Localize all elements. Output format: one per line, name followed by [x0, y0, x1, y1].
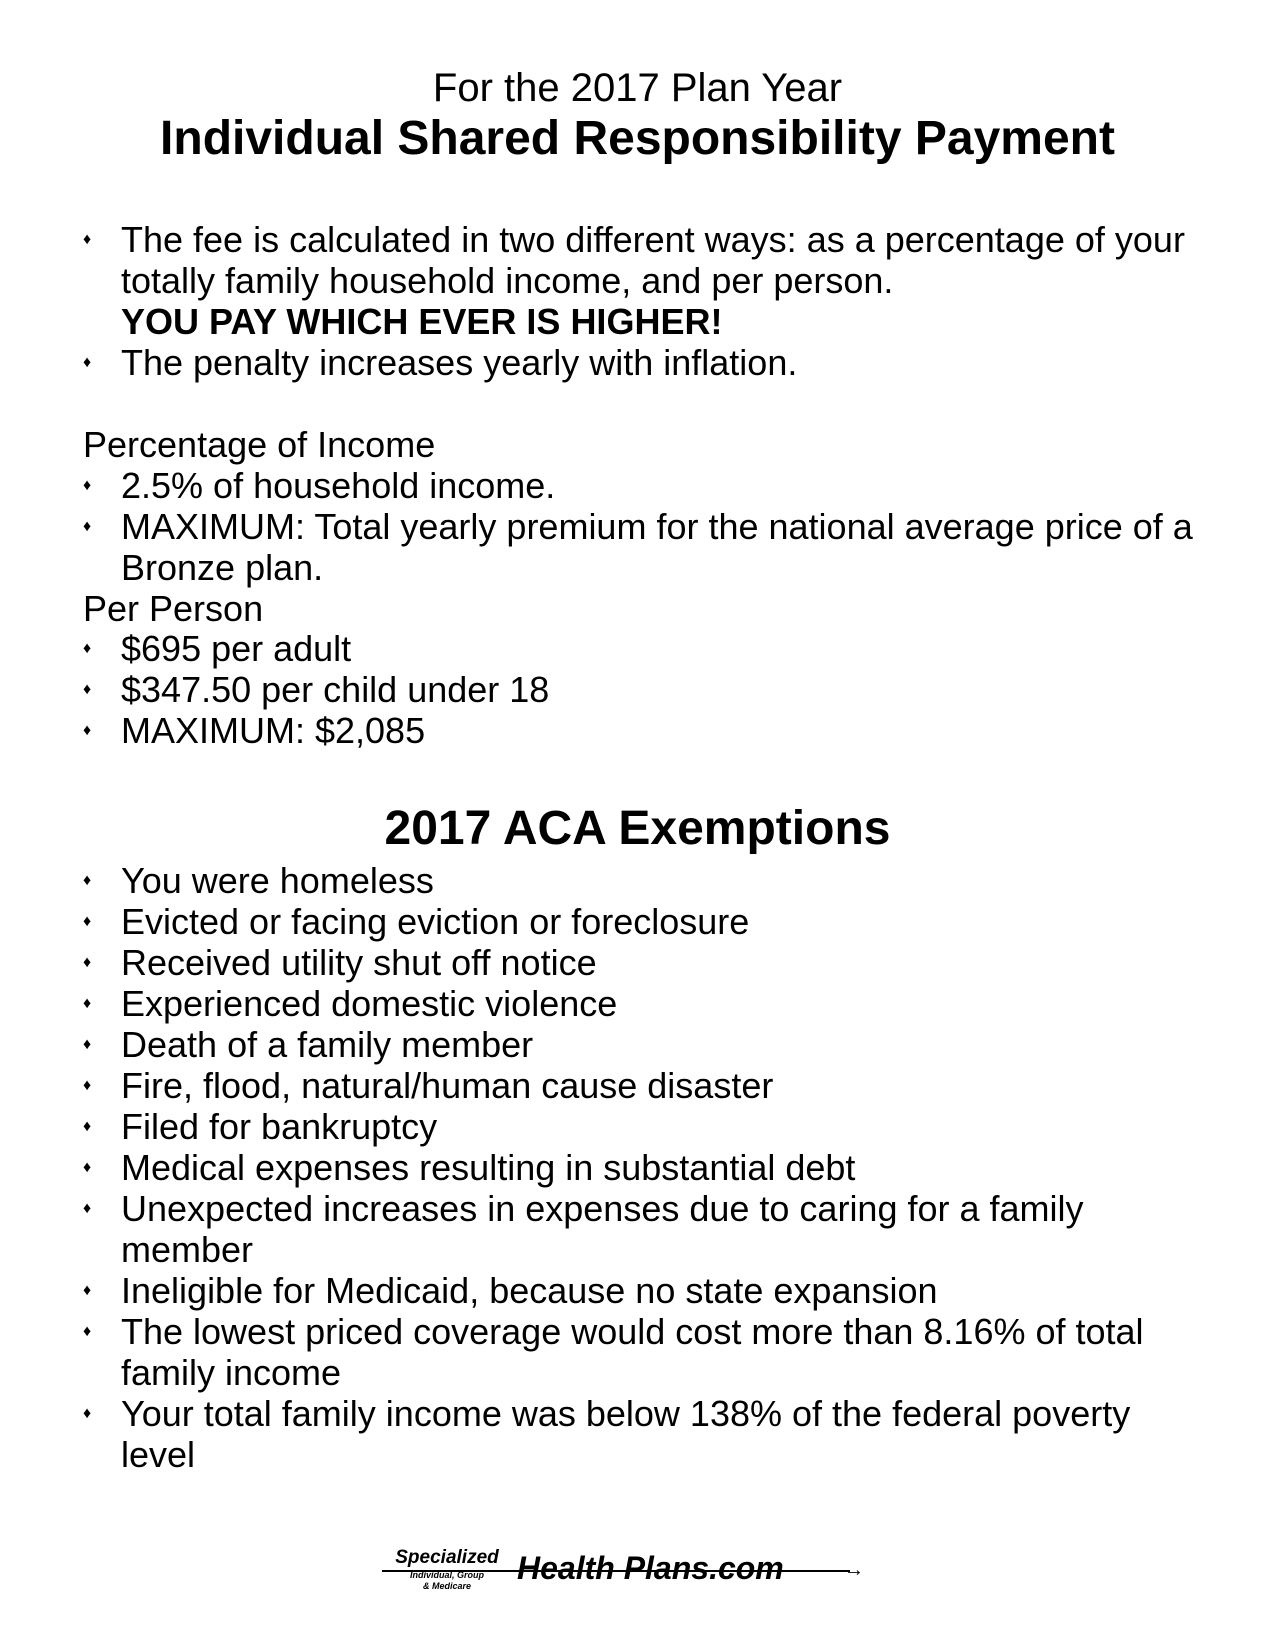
list-item	[83, 1065, 1193, 1106]
diamond-bullet-icon: ♦	[83, 1323, 92, 1340]
list-item	[83, 983, 1193, 1024]
diamond-bullet-icon: ♦	[83, 1118, 92, 1135]
percentage-heading: Percentage of Income	[83, 424, 436, 465]
item-text: Received utility shut off notice	[121, 942, 597, 983]
item-text: MAXIMUM: $2,085	[121, 710, 426, 751]
item-text: 2.5% of household income.	[121, 465, 556, 506]
intro-list	[83, 219, 1193, 383]
item-text: Medical expenses resulting in substantial debt	[121, 1147, 856, 1188]
diamond-bullet-icon: ♦	[83, 1159, 92, 1176]
plan-year-subtitle: For the 2017 Plan Year	[432, 66, 843, 110]
diamond-bullet-icon: ♦	[83, 681, 92, 698]
diamond-bullet-icon: ♦	[83, 1200, 92, 1217]
list-item	[83, 465, 1193, 506]
diamond-bullet-icon: ♦	[83, 477, 92, 494]
item-text: Fire, flood, natural/human cause disaster	[121, 1065, 774, 1106]
item-text: Ineligible for Medicaid, because no state expansion	[121, 1270, 938, 1311]
diamond-bullet-icon: ♦	[83, 1405, 92, 1422]
diamond-bullet-icon: ♦	[83, 1282, 92, 1299]
diamond-bullet-icon: ♦	[83, 913, 92, 930]
diamond-bullet-icon: ♦	[83, 231, 92, 248]
item-text: Your total family income was below 138% of the federal poverty level	[121, 1393, 1131, 1475]
emphasis-text: YOU PAY WHICH EVER IS HIGHER!	[121, 301, 723, 342]
diamond-bullet-icon: ♦	[83, 995, 92, 1012]
logo-main-text: Health Plans.com	[517, 1550, 784, 1586]
item-text: Filed for bankruptcy	[121, 1106, 438, 1147]
item-text: The lowest priced coverage would cost more than 8.16% of total family income	[121, 1311, 1144, 1393]
diamond-bullet-icon: ♦	[83, 1036, 92, 1053]
list-item	[83, 710, 1193, 751]
list-item	[83, 1188, 1193, 1270]
list-item	[83, 342, 1193, 383]
list-item	[83, 1393, 1193, 1475]
item-text: $695 per adult	[121, 628, 352, 669]
list-item	[83, 1311, 1193, 1393]
list-item	[83, 506, 1193, 588]
item-text: Experienced domestic violence	[121, 983, 618, 1024]
diamond-bullet-icon: ♦	[83, 518, 92, 535]
item-text: The penalty increases yearly with inflation.	[121, 342, 798, 383]
diamond-bullet-icon: ♦	[83, 1077, 92, 1094]
per-person-list	[83, 628, 1193, 751]
list-item	[83, 860, 1193, 901]
percentage-list	[83, 465, 1193, 588]
list-item	[83, 942, 1193, 983]
per-person-heading: Per Person	[83, 588, 264, 629]
list-item	[83, 1024, 1193, 1065]
diamond-bullet-icon: ♦	[83, 872, 92, 889]
item-text: $347.50 per child under 18	[121, 669, 550, 710]
item-text: You were homeless	[121, 860, 434, 901]
logo-tagline-line-2: & Medicare	[422, 1581, 472, 1591]
list-item	[83, 628, 1193, 669]
list-item	[83, 669, 1193, 710]
exemptions-title: 2017 ACA Exemptions	[384, 802, 891, 855]
item-text: Unexpected increases in expenses due to caring for a family member	[121, 1188, 1084, 1270]
item-text: The fee is calculated in two different ways: as a percentage of your totally family household income, and per person.	[121, 219, 1185, 301]
diamond-bullet-icon: ♦	[83, 722, 92, 739]
list-item	[83, 219, 1193, 342]
arrow-right-icon: →	[844, 1559, 864, 1581]
exemptions-list	[83, 860, 1193, 1475]
diamond-bullet-icon: ♦	[83, 954, 92, 971]
diamond-bullet-icon: ♦	[83, 640, 92, 657]
logo-specialized-text: Specialized	[395, 1547, 499, 1568]
logo-tagline-line-1: Individual, Group	[410, 1570, 484, 1580]
list-item	[83, 901, 1193, 942]
logo-left-block	[382, 1546, 512, 1616]
item-text: MAXIMUM: Total yearly premium for the national average price of a Bronze plan.	[121, 506, 1193, 588]
list-item	[83, 1270, 1193, 1311]
page-title: Individual Shared Responsibility Payment	[160, 112, 1115, 165]
company-logo	[382, 1546, 872, 1616]
list-item	[83, 1106, 1193, 1147]
item-text: Death of a family member	[121, 1024, 534, 1065]
item-text: Evicted or facing eviction or foreclosure	[121, 901, 750, 942]
diamond-bullet-icon: ♦	[83, 354, 92, 371]
list-item	[83, 1147, 1193, 1188]
